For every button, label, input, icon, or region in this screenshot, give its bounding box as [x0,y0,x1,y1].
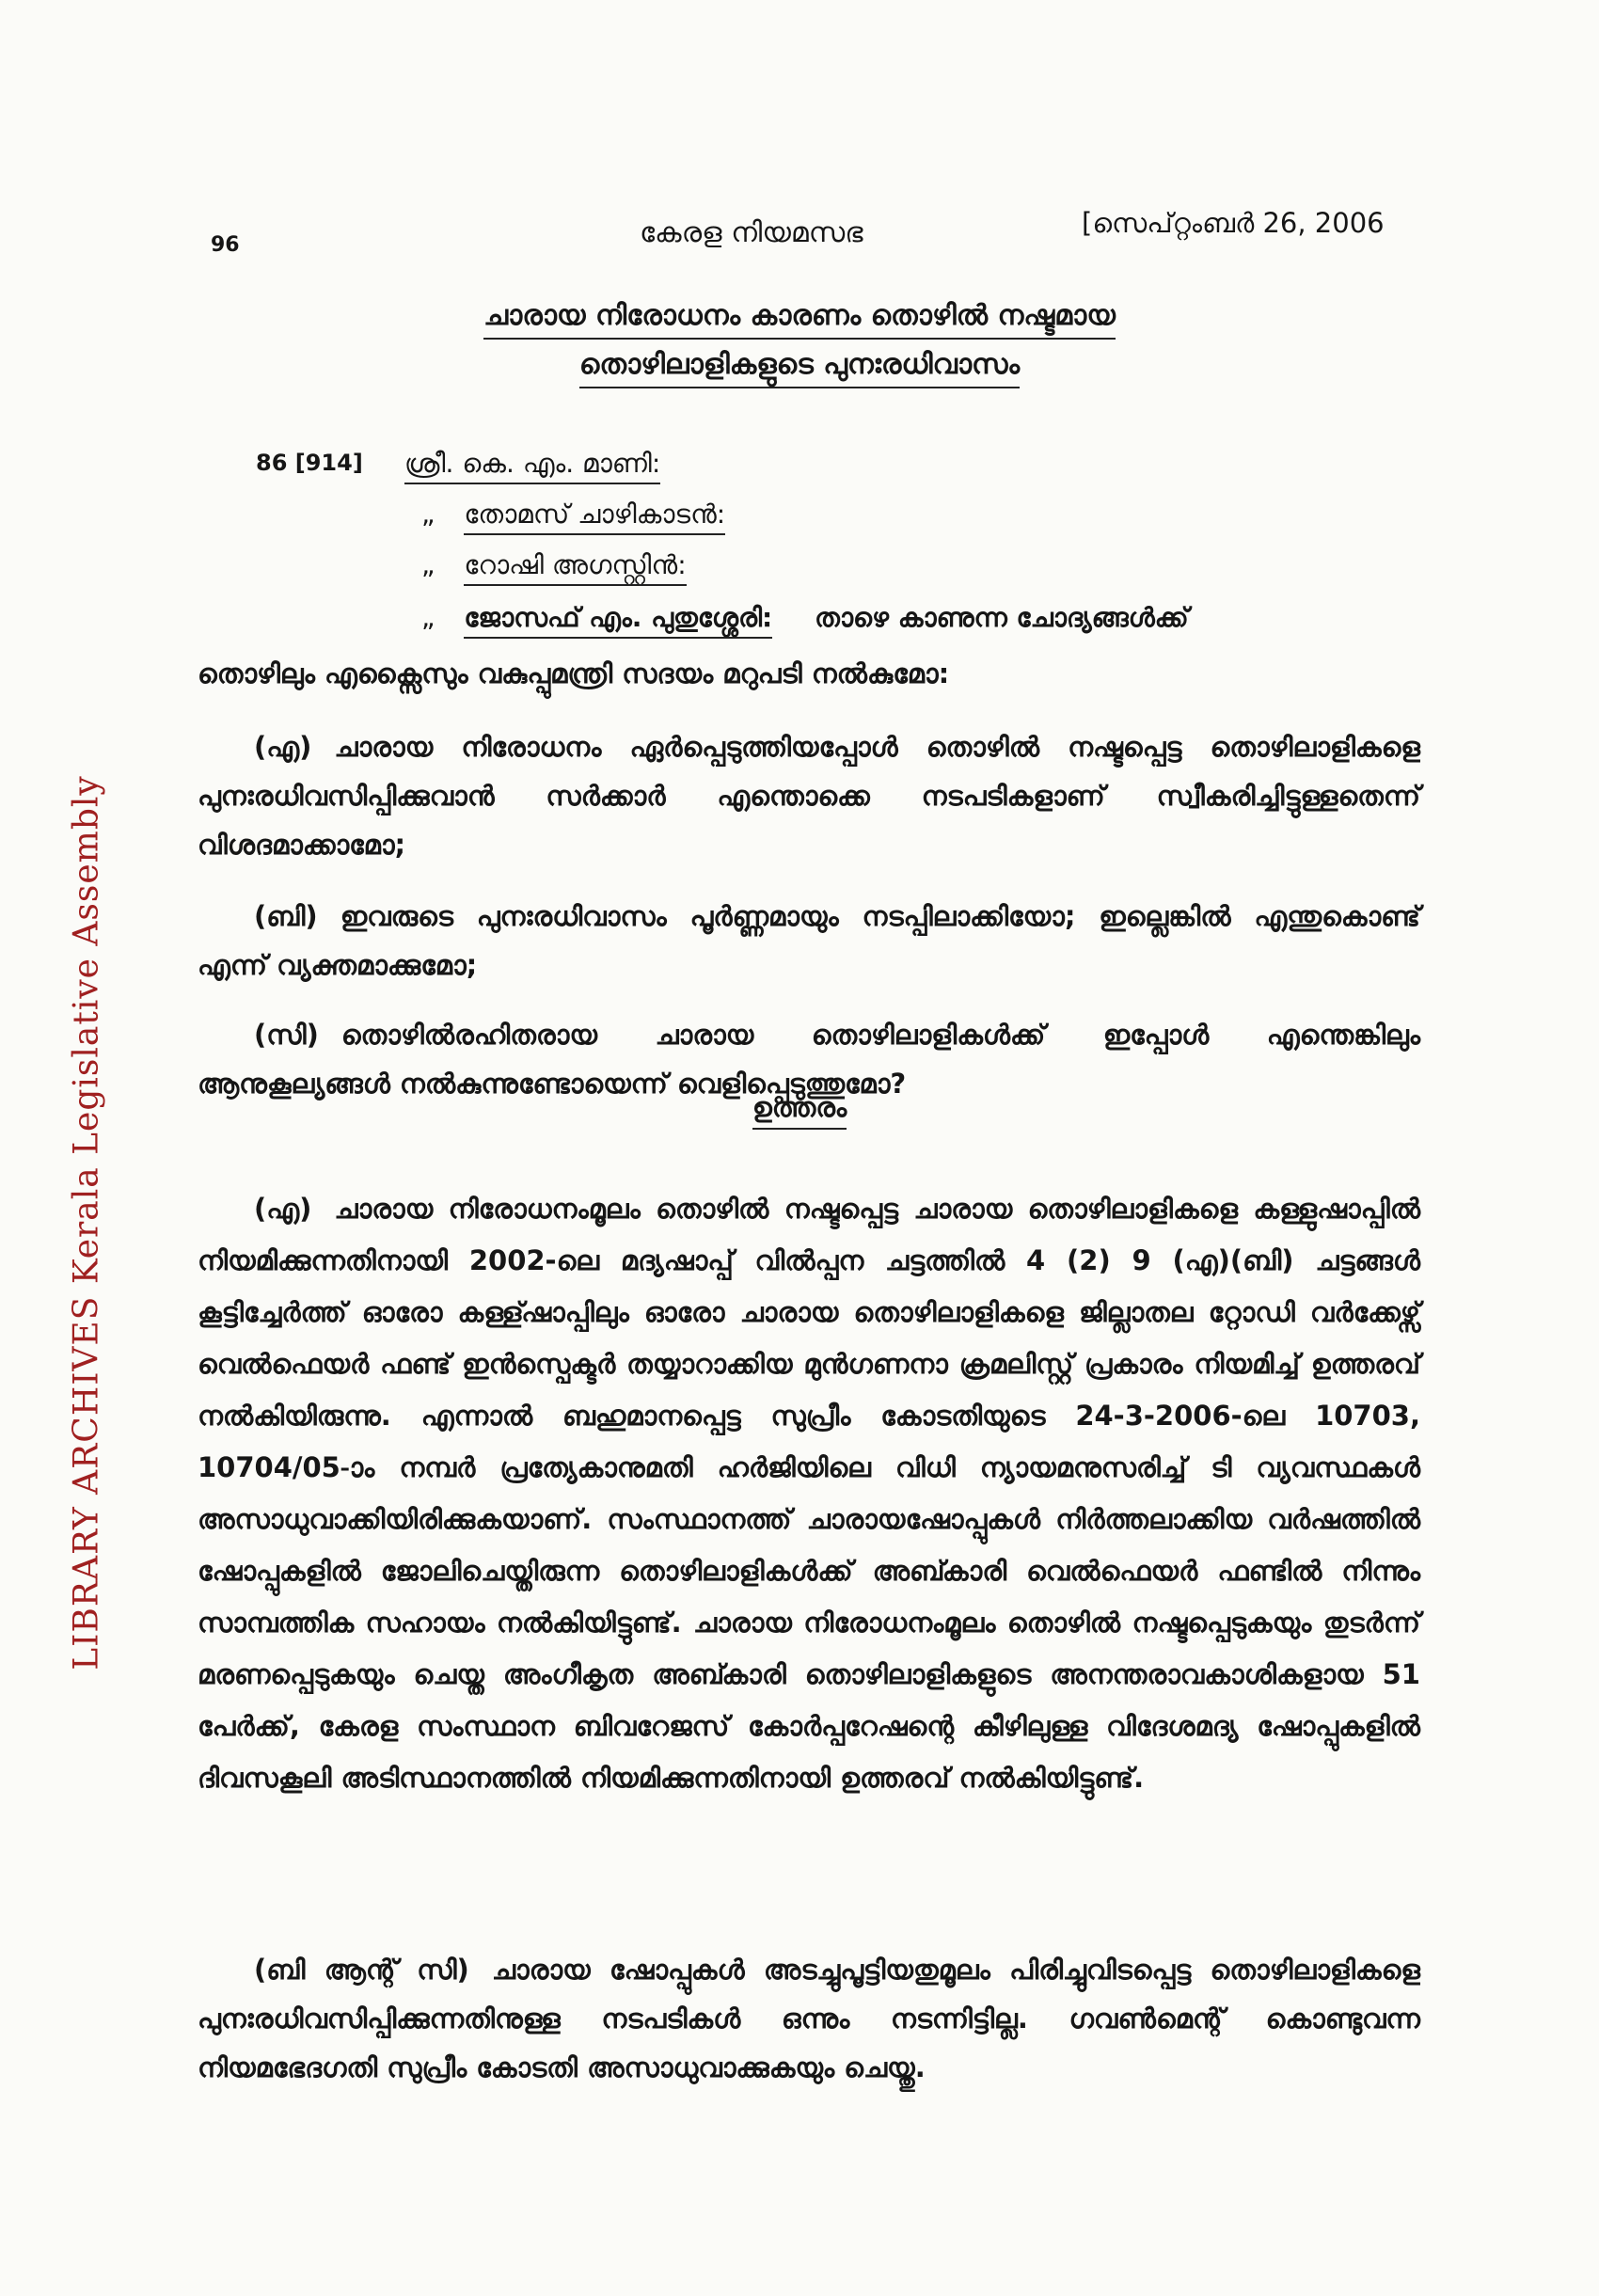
asker-row [421,549,687,586]
answer-heading-text: ഉത്തരം [752,1091,847,1130]
item-label: (ബി) [254,900,318,932]
question-number: 86 [914] [256,450,363,476]
item-label: (എ) [254,1193,312,1225]
item-label: (ബി ആന്റ് സി) [254,1954,469,1986]
title-text: തൊഴിലാളികളുടെ പുനഃരധിവാസം [579,348,1020,388]
item-label: (സി) [254,1019,319,1051]
item-text: ചാരായ ഷോപ്പുകൾ അടച്ചുപൂട്ടിയതുമൂലം പിരിച്ചുവിടപ്പെട്ട തൊഴിലാളികളെ പുനഃരധിവസിപ്പിക്കുന്നതിനുള്ള നടപടികൾ ഒന്നും നടന്നിട്ടില്ല. ഗവൺമെന്റ് കൊണ്ടുവന്ന നിയമഭേദഗതി സുപ്രീം കോടതി അസാധുവാക്കുകയും ചെയ്തു. [198,1954,1420,2083]
question-item-b [198,892,1420,990]
title-text: ചാരായ നിരോധനം കാരണം തൊഴിൽ നഷ്ടമായ [483,299,1116,340]
ditto-mark: „ [421,602,435,633]
question-title-line-2 [0,348,1599,388]
asker-name: റോഷി അഗസ്റ്റിൻ: [464,549,686,586]
answer-item-b-c [198,1945,1420,2092]
intro-text: തൊഴിലും എക്സൈസും വകുപ്പുമന്ത്രി സദയം മറുപടി നൽകുമോ: [198,657,950,689]
asker-name: ശ്രീ. കെ. എം. മാണി: [404,448,660,484]
item-text: ഇവരുടെ പുനഃരധിവാസം പൂർണ്ണമായും നടപ്പിലാക്കിയോ; ഇല്ലെങ്കിൽ എന്തുകൊണ്ട് എന്ന് വ്യക്തമാക്കുമോ; [198,900,1420,981]
ditto-mark: „ [421,499,435,530]
item-text: ചാരായ നിരോധനം ഏർപ്പെടുത്തിയപ്പോൾ തൊഴിൽ നഷ്ടപ്പെട്ട തൊഴിലാളികളെ പുനഃരധിവസിപ്പിക്കുവാൻ സർക്കാർ എന്തൊക്കെ നടപടികളാണ് സ്വീകരിച്ചിട്ടുള്ളതെന്ന് വിശദമാക്കാമോ; [198,731,1420,861]
item-text: ചാരായ നിരോധനംമൂലം തൊഴിൽ നഷ്ടപ്പെട്ട ചാരായ തൊഴിലാളികളെ കള്ളുഷാപ്പിൽ നിയമിക്കുന്നതിനായി 2002-ലെ മദ്യഷാപ്പ് വിൽപ്പന ചട്ടത്തിൽ 4 (2) 9 (എ)(ബി) ചട്ടങ്ങൾ കൂട്ടിച്ചേർത്ത് ഓരോ കള്ള്ഷാപ്പിലും ഓരോ ചാരായ തൊഴിലാളികളെ ജില്ലാതല റ്റോഡി വർക്കേഴ്സ് വെൽഫെയർ ഫണ്ട് ഇൻസ്പെക്ടർ തയ്യാറാക്കിയ മുൻഗണനാ ക്രമലിസ്റ്റ് പ്രകാരം നിയമിച്ച് ഉത്തരവ് നൽകിയിരുന്നു. എന്നാൽ ബഹുമാനപ്പെട്ട സുപ്രീം കോടതിയുടെ 24-3-2006-ലെ 10703, 10704/05-ാം നമ്പർ പ്രത്യേകാനുമതി ഹർജിയിലെ വിധി ന്യായമനുസരിച്ച് ടി വ്യവസ്ഥകൾ അസാധുവാക്കിയിരിക്കുകയാണ്. സംസ്ഥാനത്ത് ചാരായഷോപ്പുകൾ നിർത്തലാക്കിയ വർഷത്തിൽ ഷോപ്പുകളിൽ ജോലിചെയ്തിരുന്ന തൊഴിലാളികൾക്ക് അബ്കാരി വെൽഫെയർ ഫണ്ടിൽ നിന്നും സാമ്പത്തിക സഹായം നൽകിയിട്ടുണ്ട്. ചാരായ നിരോധനംമൂലം തൊഴിൽ നഷ്ടപ്പെടുകയും തുടർന്ന് മരണപ്പെടുകയും ചെയ്ത അംഗീകൃത അബ്കാരി തൊഴിലാളികളുടെ അനന്തരാവകാശികളായ 51 പേർക്ക്, കേരള സംസ്ഥാന ബിവറേജസ് കോർപ്പറേഷന്റെ കീഴിലുള്ള വിദേശമദ്യ ഷോപ്പുകളിൽ ദിവസകൂലി അടിസ്ഥാനത്തിൽ നിയമിക്കുന്നതിനായി ഉത്തരവ് നൽകിയിട്ടുണ്ട്. [198,1193,1420,1794]
asker-name: തോമസ് ചാഴികാടൻ: [464,499,725,535]
question-item-a [198,722,1420,869]
question-intro [198,649,1420,698]
answer-item-a [198,1183,1420,1804]
page-number: 96 [211,233,240,257]
answer-heading [0,1091,1599,1130]
running-title: കേരള നിയമസഭ [640,216,863,249]
question-title-line-1 [0,299,1599,340]
asker-row [421,602,1189,639]
asker-row [404,448,660,484]
intro-text: താഴെ കാണുന്ന ചോദ്യങ്ങൾക്ക് [815,602,1189,633]
header-date: [സെപ്റ്റംബർ 26, 2006 [1082,207,1385,239]
item-label: (എ) [254,731,312,763]
archive-watermark: LIBRARY ARCHIVES Kerala Legislative Assembly [67,775,106,1671]
item-text: തൊഴിൽരഹിതരായ ചാരായ തൊഴിലാളികൾക്ക് ഇപ്പോൾ എന്തെങ്കിലും ആനുകൂല്യങ്ങൾ നൽകുന്നുണ്ടോയെന്ന് വെളിപ്പെടുത്തുമോ? [198,1019,1420,1100]
asker-name: ജോസഫ് എം. പുതുശ്ശേരി: [464,602,772,639]
ditto-mark: „ [421,549,435,580]
asker-row [421,499,725,535]
